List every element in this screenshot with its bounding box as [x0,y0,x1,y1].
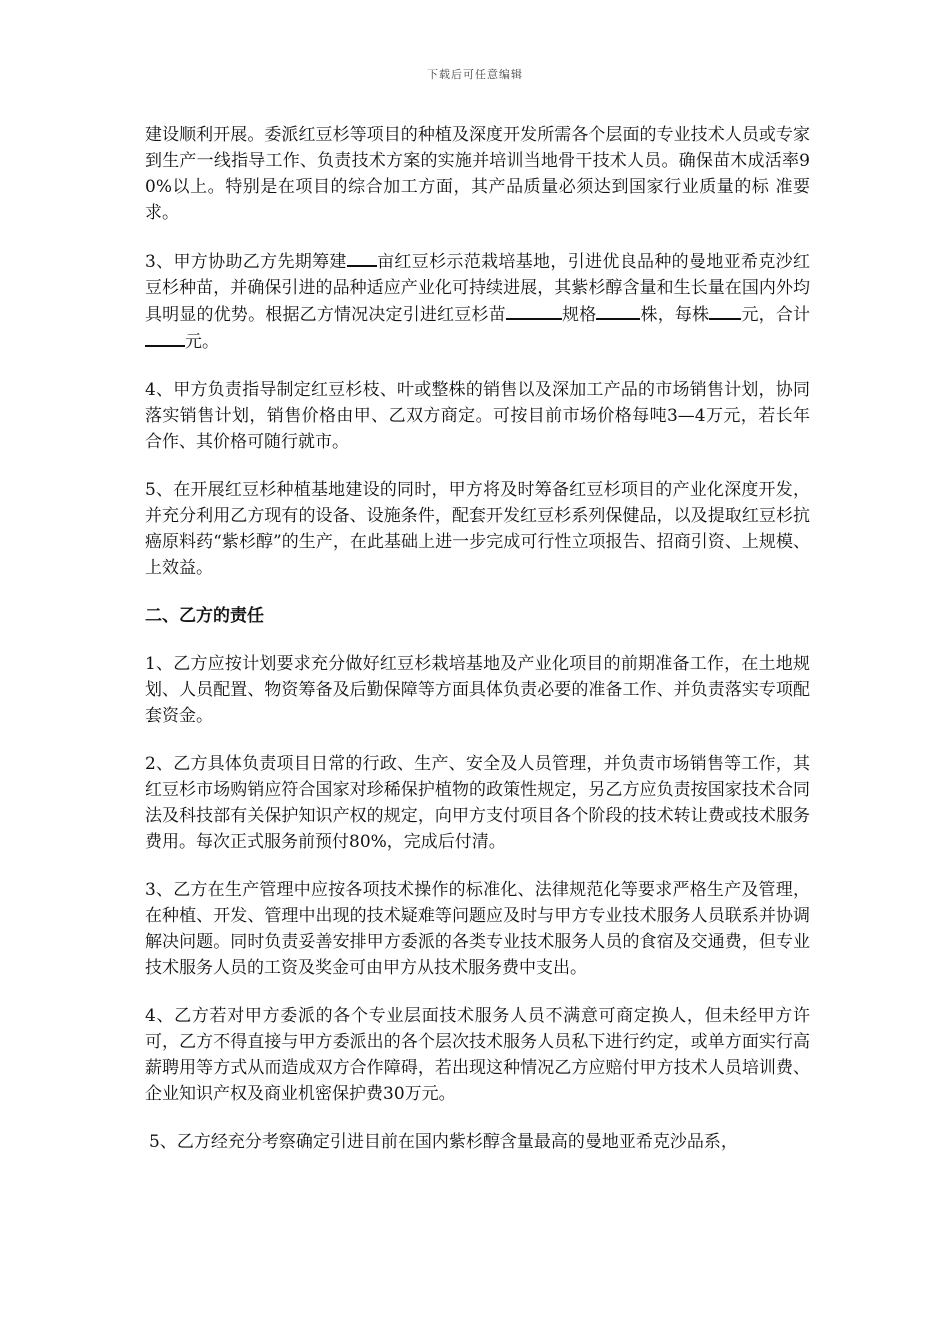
paragraph-party-b-1: 1、乙方应按计划要求充分做好红豆杉栽培基地及产业化项目的前期准备工作，在土地规划、人员配置、物资筹备及后勤保障等方面具体负责必要的准备工作、并负责落实专项配套资金。 [145,654,810,726]
paragraph-party-a-5: 5、在开展红豆杉种植基地建设的同时，甲方将及时筹备红豆杉项目的产业化深度开发，并充分利用乙方现有的设备、设施条件，配套开发红豆杉系列保健品，以及提取红豆杉抗癌原料药“紫杉醇”的生产，在此基础上进一步完成可行性立项报告、招商引资、上规模、上效益。 [145,480,810,578]
text-segment: 元，合计 [741,305,811,325]
fill-blank [145,328,185,347]
paragraph-party-b-4: 4、乙方若对甲方委派的各个专业层面技术服务人员不满意可商定换人，但未经甲方许可，乙方不得直接与甲方委派出的各个层次技术服务人员私下进行约定，或单方面实行高薪聘用等方式从而造成双方合作障碍，若出现这种情况乙方应赔付甲方技术人员培训费、企业知识产权及商业机密保护费30万元。 [145,1006,810,1104]
paragraph-party-a-4: 4、甲方负责指导制定红豆杉枝、叶或整株的销售以及深加工产品的市场销售计划，协同落实销售计划，销售价格由甲、乙双方商定。可按目前市场价格每吨3—4万元，若长年合作、其价格可随行就市。 [145,380,810,452]
fill-blank [347,248,377,267]
fill-blank [506,301,562,320]
document-body [145,122,810,1177]
text-segment: 规格 [561,305,597,325]
paragraph-party-a-3 [145,248,810,355]
paragraph-party-b-2: 2、乙方具体负责项目日常的行政、生产、安全及人员管理，并负责市场销售等工作，其红豆杉市场购销应符合国家对珍稀保护植物的政策性规定，另乙方应负责按国家技术合同法及科技部有关保护知识产权的规定，向甲方支付项目各个阶段的技术转让费或技术服务费用。每次正式服务前预付80%，完成后付清。 [145,754,810,852]
paragraph-intro: 建设顺利开展。委派红豆杉等项目的种植及深度开发所需各个层面的专业技术人员或专家到生产一线指导工作、负责技术方案的实施并培训当地骨干技术人员。确保苗木成活率90%以上。特别是在项目的综合加工方面，其产品质量必须达到国家行业质量的标 准要求。 [145,125,810,223]
section-heading-party-b: 二、乙方的责任 [145,606,264,626]
text-segment: 3、甲方协助乙方先期筹建 [145,252,347,272]
fill-blank [709,301,741,320]
text-segment: 亩红豆杉示范栽培基地，引进优良品种的曼地亚希克沙红豆杉种苗，并确保引进的品种适应产业化可持续进展，其紫杉醇含量和生长量在国内外均具明显的优势。根据乙方情况决定引进红豆杉苗 [145,252,810,325]
page-header: 下载后可任意编辑 [427,68,523,81]
paragraph-party-b-3: 3、乙方在生产管理中应按各项技术操作的标准化、法律规范化等要求严格生产及管理，在种植、开发、管理中出现的技术疑难等问题应及时与甲方专业技术服务人员联系并协调解决问题。同时负责妥善安排甲方委派的各类专业技术服务人员的食宿及交通费，但专业技术服务人员的工资及奖金可由甲方从技术服务费中支出。 [145,880,810,978]
paragraph-party-b-5: 5、乙方经充分考察确定引进目前在国内紫杉醇含量最高的曼地亚希克沙品系， [149,1132,738,1152]
fill-blank [596,301,640,320]
text-segment: 株，每株 [640,305,710,325]
text-segment: 元。 [185,332,219,352]
